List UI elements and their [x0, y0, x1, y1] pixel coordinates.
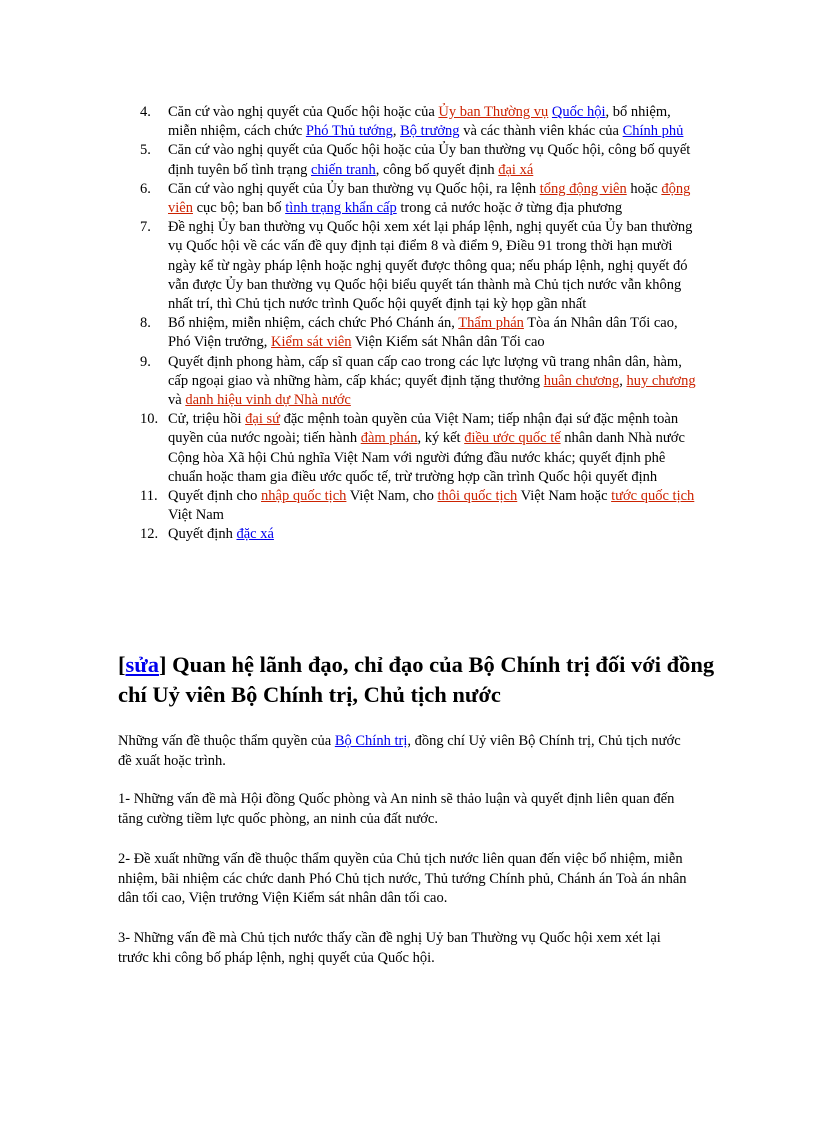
section-title: Quan hệ lãnh đạo, chỉ đạo của Bộ Chính trị đối với đồng chí Uỷ viên Bộ Chính trị, Chủ tịch nước: [118, 652, 715, 707]
list-item-text: Cử, triệu hồi: [168, 411, 246, 428]
term-link[interactable]: Ủy ban Thường vụ: [438, 104, 549, 120]
term-link[interactable]: đại xá: [498, 161, 534, 178]
term-link[interactable]: Chính phủ: [622, 123, 684, 140]
term-link[interactable]: đại sứ: [245, 411, 280, 428]
list-item-text: Căn cứ vào nghị quyết của Ủy ban thường vụ Quốc hội, ra lệnh: [168, 180, 540, 197]
intro-text-before: Những vấn đề thuộc thẩm quyền của: [118, 733, 335, 749]
list-item-text: , công bố quyết định: [375, 161, 499, 178]
list-item-number: 7.: [140, 219, 151, 236]
edit-bracket-open: [: [118, 652, 126, 677]
list-item-number: 12.: [140, 526, 159, 543]
list-item-text: và các thành viên khác của: [459, 123, 623, 140]
section-heading: [118, 650, 718, 710]
list-item-text: Căn cứ vào nghị quyết của Quốc hội hoặc của Ủy ban thường vụ Quốc hội, công bố quyết định tuyên bố tình trạng: [168, 142, 691, 178]
list-item-text: Căn cứ vào nghị quyết của Quốc hội hoặc của: [168, 104, 439, 120]
term-link[interactable]: động viên: [168, 180, 691, 217]
term-link[interactable]: chiến tranh: [310, 161, 376, 178]
paragraph-3: 3- Những vấn đề mà Chủ tịch nước thấy cần đề nghị Uỷ ban Thường vụ Quốc hội xem xét lại trước khi công bố pháp lệnh, nghị quyết của Quốc hội.: [118, 930, 661, 966]
list-item-text: Bổ nhiệm, miễn nhiệm, cách chức Phó Chánh án,: [168, 315, 459, 332]
list-item: [140, 487, 698, 525]
edit-section-link[interactable]: sửa: [125, 652, 160, 677]
list-item: [140, 103, 698, 141]
term-link[interactable]: Bộ trưởng: [400, 123, 460, 140]
list-item-text: trong cả nước hoặc ở từng địa phương: [396, 200, 623, 217]
list-item-text: Quyết định: [168, 526, 237, 543]
term-link[interactable]: huân chương: [543, 372, 620, 389]
list-item: [140, 180, 698, 218]
list-item: [140, 353, 698, 411]
paragraph-2: 2- Đề xuất những vấn đề thuộc thẩm quyền của Chủ tịch nước liên quan đến việc bổ nhiệm, miễn nhiệm, bãi nhiệm các chức danh Phó Chủ tịch nước, Thủ tướng Chính phủ, Chánh án Toà án nhân dân tối cao, Viện trưởng Viện Kiểm sát nhân dân tối cao.: [118, 851, 687, 906]
paragraph-1: 1- Những vấn đề mà Hội đồng Quốc phòng và An ninh sẽ thảo luận và quyết định liên quan đến tăng cường tiềm lực quốc phòng, an ninh của đất nước.: [118, 791, 675, 827]
list-item-text: hoặc: [626, 180, 662, 197]
list-item: [140, 141, 698, 179]
list-item-text: nhân danh Nhà nước Cộng hòa Xã hội Chủ nghĩa Việt Nam với người đứng đầu nước khác; quyết định phê chuẩn hoặc tham gia điều ước quốc tế, trừ trường hợp cần trình Quốc hội quyết định: [168, 430, 685, 485]
term-link[interactable]: nhập quốc tịch: [261, 488, 347, 505]
list-item-text: và: [168, 392, 186, 409]
term-link[interactable]: tổng động viên: [539, 180, 627, 197]
list-item-text: Quyết định cho: [168, 488, 262, 505]
list-item-text: Viện Kiểm sát Nhân dân Tối cao: [351, 334, 545, 351]
list-item-number: 10.: [140, 411, 159, 428]
list-item-text: ,: [619, 372, 627, 389]
term-link[interactable]: đàm phán: [360, 430, 418, 447]
list-item-text: Việt Nam, cho: [346, 488, 438, 505]
term-link[interactable]: tước quốc tịch: [611, 488, 695, 505]
term-link[interactable]: Phó Thủ tướng: [305, 123, 393, 140]
list-item: [140, 410, 698, 487]
list-item-text: , bổ nhiệm, miễn nhiệm, cách chức: [168, 104, 671, 140]
list-item: [140, 314, 698, 352]
list-item-number: 9.: [140, 353, 151, 370]
list-item-text: Tòa án Nhân dân Tối cao, Phó Viện trưởng,: [168, 315, 678, 351]
list-item-text: đặc mệnh toàn quyền của Việt Nam; tiếp nhận đại sứ đặc mệnh toàn quyền của nước ngoài; tiến hành: [168, 411, 679, 447]
term-link[interactable]: tình trạng khẩn cấp: [285, 200, 397, 217]
list-item-number: 8.: [140, 315, 151, 332]
term-link[interactable]: Quốc hội: [551, 104, 606, 120]
intro-paragraph: [118, 732, 688, 771]
politburo-link[interactable]: Bộ Chính trị: [334, 733, 408, 749]
list-item-text: , ký kết: [417, 430, 465, 447]
term-link[interactable]: điều ước quốc tế: [464, 430, 561, 447]
intro-text-after: , đồng chí Uỷ viên Bộ Chính trị, Chủ tịch nước đề xuất hoặc trình.: [118, 733, 681, 769]
list-item-number: 5.: [140, 142, 151, 159]
term-link[interactable]: Kiểm sát viên: [271, 334, 352, 351]
term-link[interactable]: danh hiệu vinh dự Nhà nước: [185, 392, 351, 409]
term-link[interactable]: huy chương: [626, 372, 696, 389]
list-item-text: Quyết định phong hàm, cấp sĩ quan cấp cao trong các lực lượng vũ trang nhân dân, hàm, cấp ngoại giao và những hàm, cấp khác; quyết định tặng thưởng: [168, 353, 682, 389]
list-item-number: 4.: [140, 104, 151, 120]
list-item-text: ,: [392, 123, 401, 140]
list-item-text: Đề nghị Ủy ban thường vụ Quốc hội xem xét lại pháp lệnh, nghị quyết của Ủy ban thường vụ Quốc hội về các vấn đề quy định tại điểm 8 và điểm 9, Điều 91 trong thời hạn mười ngày kể từ ngày pháp lệnh hoặc nghị quyết được thông qua; nếu pháp lệnh, nghị quyết đó vẫn được Ủy ban thường vụ Quốc hội biểu quyết tán thành mà Chủ tịch nước vẫn không nhất trí, thì Chủ tịch nước trình Quốc hội quyết định tại kỳ họp gần nhất: [168, 219, 693, 313]
list-item-text: Việt Nam: [168, 507, 224, 524]
list-item-number: 11.: [140, 488, 158, 505]
list-item: [140, 525, 698, 544]
edit-bracket-close: ]: [159, 652, 167, 677]
list-item: [140, 218, 698, 314]
list-item-text: Việt Nam hoặc: [517, 488, 612, 505]
list-item-number: 6.: [140, 180, 151, 197]
powers-list: [140, 103, 698, 545]
list-item-text: cục bộ; ban bố: [192, 200, 286, 217]
term-link[interactable]: thôi quốc tịch: [437, 488, 518, 505]
term-link[interactable]: Thẩm phán: [458, 315, 524, 332]
term-link[interactable]: đặc xá: [236, 526, 274, 543]
